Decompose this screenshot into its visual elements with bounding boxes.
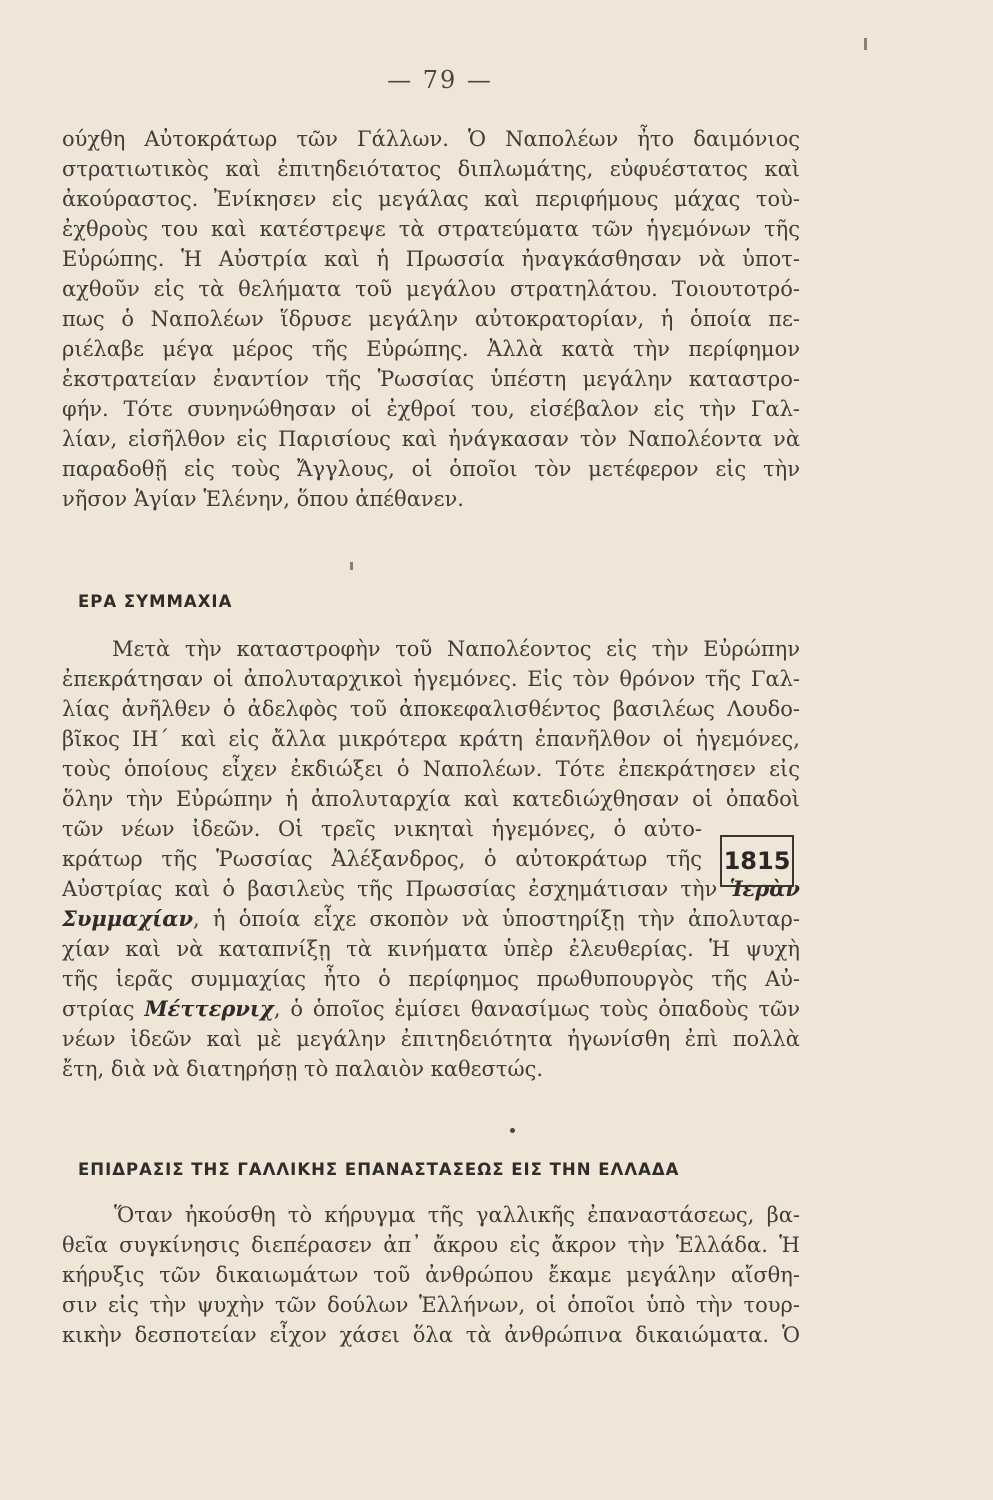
text-line: στρατιωτικὸς καὶ ἐπιτηδειότατος διπλωμάτης, εὐφυέστατος καὶ	[62, 157, 800, 181]
text-line: ἀκούραστος. Ἐνίκησεν εἰς μεγάλας καὶ περιφήμους μάχας τοὺ-	[62, 187, 800, 211]
text-line: χίαν καὶ νὰ καταπνίξῃ τὰ κινήματα ὑπὲρ ἐλευθερίας. Ἡ ψυχὴ	[62, 937, 800, 961]
text-line: κήρυξις τῶν δικαιωμάτων τοῦ ἀνθρώπου ἔκαμε μεγάλην αἴσθη-	[62, 1263, 800, 1287]
section-heading-influences: ΕΠΙΔΡΑΣΙΣ ΤΗΣ ΓΑΛΛΙΚΗΣ ΕΠΑΝΑΣΤΑΣΕΩΣ ΕΙΣ ΤΗΝ ΕΛΛΑΔΑ	[78, 1160, 680, 1179]
text-line	[62, 994, 800, 1024]
text-line: Εὐρώπης. Ἡ Αὐστρία καὶ ἡ Πρωσσία ἠναγκάσθησαν νὰ ὑποτ-	[62, 247, 800, 271]
text-line	[62, 874, 800, 904]
text-line: ἐκστρατείαν ἐναντίον τῆς Ῥωσσίας ὑπέστη μεγάλην καταστρο-	[62, 367, 800, 391]
text-line: τῆς ἱερᾶς συμμαχίας ἦτο ὁ περίφημος πρωθυπουργὸς τῆς Αὐ-	[62, 967, 800, 991]
text-line: ὅλην τὴν Εὐρώπην ἡ ἀπολυταρχία καὶ κατεδιώχθησαν οἱ ὀπαδοὶ	[62, 787, 800, 811]
text-line: ἐπεκράτησαν οἱ ἀπολυταρχικοὶ ἡγεμόνες. Εἰς τὸν θρόνον τῆς Γαλ-	[62, 667, 800, 691]
text-line: ριέλαβε μέγα μέρος τῆς Εὐρώπης. Ἀλλὰ κατὰ τὴν περίφημον	[62, 337, 800, 361]
paragraph-holy-alliance	[62, 634, 800, 1084]
text-line: θεῖα συγκίνησις διεπέρασεν ἀπ᾽ ἄκρου εἰς ἄκρον τὴν Ἑλλάδα. Ἡ	[62, 1233, 800, 1257]
text-line: τῶν νέων ἰδεῶν. Οἱ τρεῖς νικηταὶ ἡγεμόνες, ὁ αὐτο-	[62, 817, 702, 841]
print-speck	[350, 562, 353, 570]
section-heading-holy-alliance: ΕΡΑ ΣΥΜΜΑΧΙΑ	[78, 592, 233, 611]
text-line: σιν εἰς τὴν ψυχὴν τῶν δούλων Ἑλλήνων, οἱ ὁποῖοι ὑπὸ τὴν τουρ-	[62, 1293, 800, 1317]
text-line: παραδοθῇ εἰς τοὺς Ἄγγλους, οἱ ὁποῖοι τὸν μετέφερον εἰς τὴν	[62, 457, 800, 481]
text-line: Ὅταν ἠκούσθη τὸ κήρυγμα τῆς γαλλικῆς ἐπαναστάσεως, βα-	[114, 1203, 800, 1227]
term-metternich: Μέττερνιχ	[144, 996, 274, 1021]
page-number: — 79 —	[387, 66, 493, 94]
divider-dot	[510, 1128, 515, 1133]
print-speck	[864, 38, 867, 50]
text-line: νέων ἰδεῶν καὶ μὲ μεγάλην ἐπιτηδειότητα ἠγωνίσθη ἐπὶ πολλὰ	[62, 1027, 800, 1051]
text-run: , ὁ ὁποῖος ἐμίσει θανασίμως τοὺς ὀπαδοὺς τῶν	[273, 997, 800, 1021]
text-line: ἐχθροὺς του καὶ κατέστρεψε τὰ στρατεύματα τῶν ἡγεμόνων τῆς	[62, 217, 800, 241]
text-run: , ἡ ὁποία εἶχε σκοπὸν νὰ ὑποστηρίξῃ τὴν ἀπολυταρ-	[193, 907, 800, 931]
text-line: αχθοῦν εἰς τὰ θελήματα τοῦ μεγάλου στρατηλάτου. Τοιουτοτρό-	[62, 277, 800, 301]
term-holy: Ἱερὰν	[729, 876, 800, 901]
text-line: ἔτη, διὰ νὰ διατηρήσῃ τὸ παλαιὸν καθεστώς.	[62, 1057, 544, 1081]
paragraph-napoleon	[62, 124, 800, 514]
text-line: λίαν, εἰσῆλθον εἰς Παρισίους καὶ ἠνάγκασαν τὸν Ναπολέοντα νὰ	[62, 427, 800, 451]
text-line	[62, 904, 800, 934]
text-line: τοὺς ὁποίους εἶχεν ἐκδιώξει ὁ Ναπολέων. Τότε ἐπεκράτησεν εἰς	[62, 757, 800, 781]
paragraph-greek-reaction	[62, 1200, 800, 1350]
text-line: ούχθη Αὐτοκράτωρ τῶν Γάλλων. Ὁ Ναπολέων ἦτο δαιμόνιος	[62, 127, 800, 151]
text-line: νῆσον Ἁγίαν Ἑλένην, ὅπου ἀπέθανεν.	[62, 487, 464, 511]
text-line: φήν. Τότε συνηνώθησαν οἱ ἐχθροί του, εἰσέβαλον εἰς τὴν Γαλ-	[62, 397, 800, 421]
text-line: λίας ἀνῆλθεν ὁ ἀδελφὸς τοῦ ἀποκεφαλισθέντος βασιλέως Λουδο-	[62, 697, 800, 721]
term-alliance: Συμμαχίαν	[62, 906, 194, 931]
text-run: στρίας	[62, 997, 145, 1021]
text-line: βῖκος ΙΗ΄ καὶ εἰς ἄλλα μικρότερα κράτη ἐπανῆλθον οἱ ἡγεμόνες,	[62, 727, 800, 751]
margin-year-box: 1815	[720, 835, 794, 887]
text-run: Αὐστρίας καὶ ὁ βασιλεὺς τῆς Πρωσσίας ἐσχημάτισαν τὴν	[62, 877, 730, 901]
text-line: πως ὁ Ναπολέων ἵδρυσε μεγάλην αὐτοκρατορίαν, ἡ ὁποία πε-	[62, 307, 800, 331]
text-line: κράτωρ τῆς Ῥωσσίας Ἀλέξανδρος, ὁ αὐτοκράτωρ τῆς	[62, 847, 702, 871]
text-line: Μετὰ τὴν καταστροφὴν τοῦ Ναπολέοντος εἰς τὴν Εὐρώπην	[112, 637, 800, 661]
text-line: κικὴν δεσποτείαν εἶχον χάσει ὅλα τὰ ἀνθρώπινα δικαιώματα. Ὁ	[62, 1323, 800, 1347]
